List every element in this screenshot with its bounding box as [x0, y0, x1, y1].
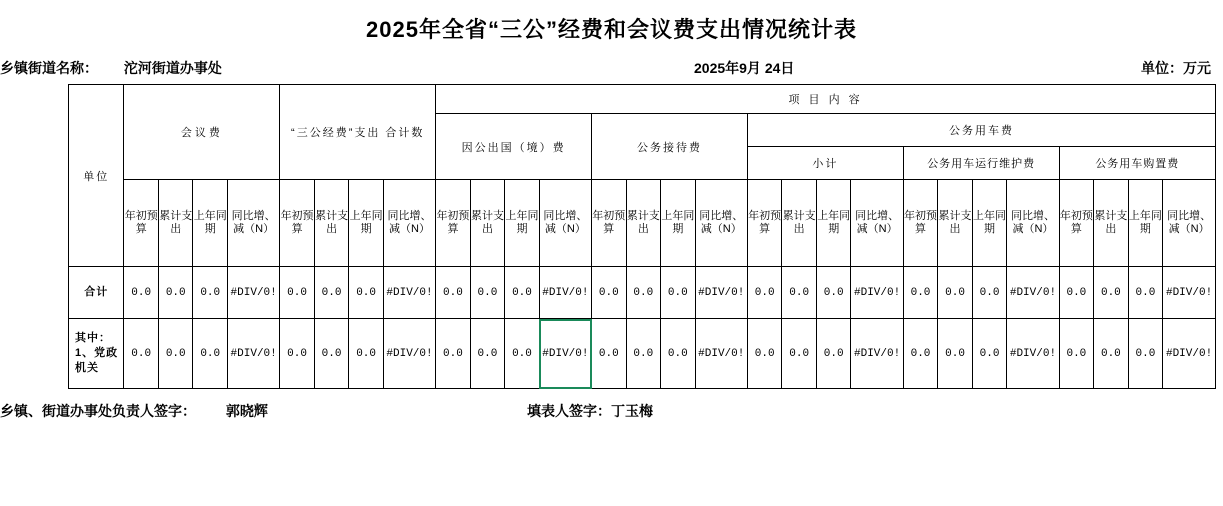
leader-signature-name: 郭晓辉 [225, 403, 268, 419]
header-vehicle-fee: 公务用车费 [747, 114, 1215, 147]
org-name-field [0, 58, 222, 78]
leader-signature [0, 401, 268, 421]
cell-change-value[interactable]: #DIV/0! [695, 267, 747, 319]
header-sangong-total: “三公经费”支出 合计数 [280, 85, 436, 180]
cell-amount-value[interactable]: 0.0 [1128, 319, 1163, 389]
currency-unit: 单位：万元 [1141, 60, 1211, 76]
col-header-sangong-change: 同比增、减（N） [383, 180, 435, 267]
cell-change-value[interactable]: #DIV/0! [383, 267, 435, 319]
cell-amount-value[interactable]: 0.0 [592, 319, 627, 389]
table-row [69, 267, 1216, 319]
cell-amount-value[interactable]: 0.0 [1094, 319, 1129, 389]
cell-amount-value[interactable]: 0.0 [124, 267, 159, 319]
cell-amount-value[interactable]: 0.0 [158, 319, 193, 389]
cell-amount-value[interactable]: 0.0 [747, 267, 782, 319]
cell-amount-value[interactable]: 0.0 [903, 319, 938, 389]
cell-amount-value[interactable]: 0.0 [505, 319, 540, 389]
cell-change-value[interactable]: #DIV/0! [1007, 319, 1059, 389]
cell-amount-value[interactable]: 0.0 [661, 267, 696, 319]
header-unit: 单位 [69, 85, 124, 267]
header-meeting-fee: 会议费 [124, 85, 280, 180]
col-header-sangong-lastyear: 上年同期 [349, 180, 384, 267]
col-header-purchase-spent: 累计支出 [1094, 180, 1129, 267]
cell-amount-value[interactable]: 0.0 [314, 267, 349, 319]
cell-amount-value[interactable]: 0.0 [816, 267, 851, 319]
cell-change-value[interactable]: #DIV/0! [1163, 267, 1216, 319]
cell-change-value[interactable]: #DIV/0! [539, 267, 591, 319]
signature-footer [0, 389, 1223, 429]
cell-change-value[interactable]: #DIV/0! [228, 267, 280, 319]
expense-table [68, 84, 1216, 389]
col-header-abroad-budget: 年初预算 [436, 180, 471, 267]
cell-change-value[interactable]: #DIV/0! [383, 319, 435, 389]
cell-change-value[interactable]: #DIV/0! [851, 267, 903, 319]
header-reception-fee: 公务接待费 [592, 114, 748, 180]
col-header-reception-change: 同比增、减（N） [695, 180, 747, 267]
cell-amount-value[interactable]: 0.0 [1059, 319, 1094, 389]
cell-amount-value[interactable]: 0.0 [470, 267, 505, 319]
cell-amount-value[interactable]: 0.0 [972, 319, 1007, 389]
cell-amount-value[interactable]: 0.0 [349, 319, 384, 389]
col-header-meeting-spent: 累计支出 [158, 180, 193, 267]
cell-amount-value[interactable]: 0.0 [626, 319, 661, 389]
cell-amount-value[interactable]: 0.0 [938, 267, 973, 319]
row-label: 其中： 1、党政机关 [69, 319, 124, 389]
cell-amount-value[interactable]: 0.0 [972, 267, 1007, 319]
header-project-content: 项 目 内 容 [436, 85, 1216, 114]
col-header-subtotal-change: 同比增、减（N） [851, 180, 903, 267]
col-header-sangong-spent: 累计支出 [314, 180, 349, 267]
org-name-value: 沱河街道办事处 [123, 60, 222, 76]
col-header-maintenance-change: 同比增、减（N） [1007, 180, 1059, 267]
col-header-maintenance-lastyear: 上年同期 [972, 180, 1007, 267]
header-vehicle-purchase: 公务用车购置费 [1059, 147, 1215, 180]
cell-amount-value[interactable]: 0.0 [158, 267, 193, 319]
col-header-abroad-lastyear: 上年同期 [505, 180, 540, 267]
cell-amount-value[interactable]: 0.0 [505, 267, 540, 319]
cell-amount-value[interactable]: 0.0 [782, 319, 817, 389]
col-header-purchase-change: 同比增、减（N） [1163, 180, 1216, 267]
cell-amount-value[interactable]: 0.0 [436, 267, 471, 319]
cell-amount-value[interactable]: 0.0 [280, 267, 315, 319]
cell-change-value[interactable]: #DIV/0! [1007, 267, 1059, 319]
cell-change-value[interactable]: #DIV/0! [539, 319, 591, 389]
cell-amount-value[interactable]: 0.0 [903, 267, 938, 319]
cell-amount-value[interactable]: 0.0 [592, 267, 627, 319]
col-header-sangong-budget: 年初预算 [280, 180, 315, 267]
cell-amount-value[interactable]: 0.0 [314, 319, 349, 389]
header-row-1 [69, 85, 1216, 114]
cell-amount-value[interactable]: 0.0 [661, 319, 696, 389]
table-row [69, 319, 1216, 389]
preparer-signature: 填表人签字：丁玉梅 [527, 403, 653, 419]
col-header-reception-spent: 累计支出 [626, 180, 661, 267]
col-header-reception-budget: 年初预算 [592, 180, 627, 267]
cell-amount-value[interactable]: 0.0 [436, 319, 471, 389]
page-title: 2025年全省“三公”经费和会议费支出情况统计表 [366, 17, 857, 42]
leader-signature-label: 乡镇、街道办事处负责人签字： [0, 403, 196, 419]
cell-change-value[interactable]: #DIV/0! [851, 319, 903, 389]
cell-amount-value[interactable]: 0.0 [747, 319, 782, 389]
col-header-reception-lastyear: 上年同期 [661, 180, 696, 267]
col-header-subtotal-spent: 累计支出 [782, 180, 817, 267]
col-header-meeting-budget: 年初预算 [124, 180, 159, 267]
header-abroad-fee: 因公出国（境）费 [436, 114, 592, 180]
header-vehicle-maintenance: 公务用车运行维护费 [903, 147, 1059, 180]
org-name-label: 乡镇街道名称： [0, 60, 98, 76]
col-header-purchase-lastyear: 上年同期 [1128, 180, 1163, 267]
col-header-abroad-spent: 累计支出 [470, 180, 505, 267]
header-vehicle-subtotal: 小计 [747, 147, 903, 180]
cell-amount-value[interactable]: 0.0 [1094, 267, 1129, 319]
col-header-subtotal-budget: 年初预算 [747, 180, 782, 267]
col-header-subtotal-lastyear: 上年同期 [816, 180, 851, 267]
col-header-meeting-change: 同比增、减（N） [228, 180, 280, 267]
cell-change-value[interactable]: #DIV/0! [228, 319, 280, 389]
cell-amount-value[interactable]: 0.0 [193, 267, 228, 319]
col-header-maintenance-budget: 年初预算 [903, 180, 938, 267]
cell-amount-value[interactable]: 0.0 [938, 319, 973, 389]
header-row-4 [69, 180, 1216, 267]
cell-amount-value[interactable]: 0.0 [349, 267, 384, 319]
cell-amount-value[interactable]: 0.0 [470, 319, 505, 389]
cell-amount-value[interactable]: 0.0 [193, 319, 228, 389]
cell-amount-value[interactable]: 0.0 [1128, 267, 1163, 319]
cell-amount-value[interactable]: 0.0 [124, 319, 159, 389]
cell-change-value[interactable]: #DIV/0! [1163, 319, 1216, 389]
col-header-meeting-lastyear: 上年同期 [193, 180, 228, 267]
cell-change-value[interactable]: #DIV/0! [695, 319, 747, 389]
cell-amount-value[interactable]: 0.0 [626, 267, 661, 319]
meta-row [0, 50, 1223, 84]
cell-amount-value[interactable]: 0.0 [816, 319, 851, 389]
report-date: 2025年9月 24日 [694, 60, 795, 76]
cell-amount-value[interactable]: 0.0 [280, 319, 315, 389]
cell-amount-value[interactable]: 0.0 [1059, 267, 1094, 319]
row-label: 合计 [69, 267, 124, 319]
col-header-purchase-budget: 年初预算 [1059, 180, 1094, 267]
col-header-abroad-change: 同比增、减（N） [539, 180, 591, 267]
col-header-maintenance-spent: 累计支出 [938, 180, 973, 267]
cell-amount-value[interactable]: 0.0 [782, 267, 817, 319]
